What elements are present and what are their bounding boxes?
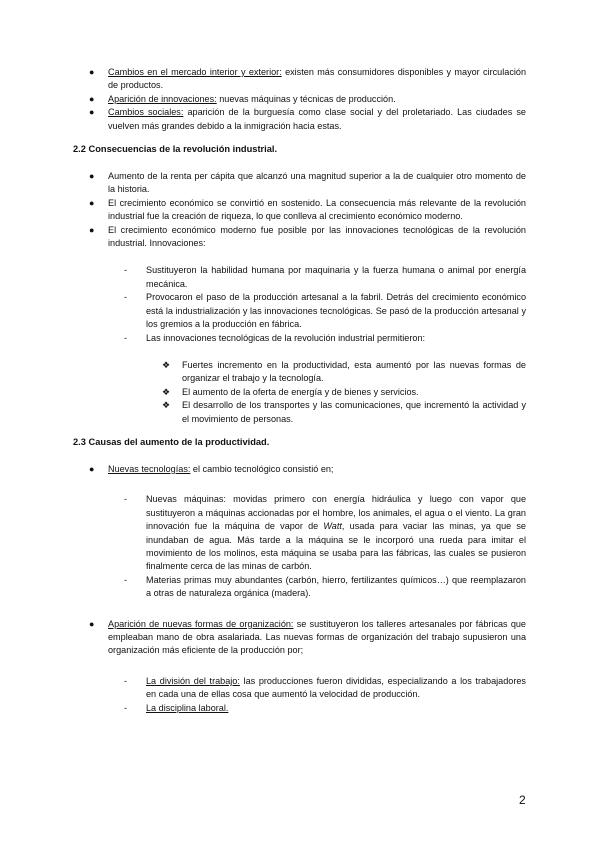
bullet-diamond-icon: ❖	[162, 400, 171, 411]
list-text-italic: Watt	[323, 521, 342, 532]
bullet-dash-icon: -	[124, 292, 128, 303]
list-text: , usada para vaciar las minas, ya que se inundaban de agua. Más tarde a la máquina se le incorporó una rueda para imitar el movimiento de los molinos, esta máquina se usaba para las fábricas, las cuales se pusieron finalmente cerca de las minas de carbón.	[146, 521, 526, 572]
list-text: El crecimiento económico se convirtió en sostenido. La consecuencia más relevante de la revolución industrial fue la creación de riqueza, lo que conlleva al crecimiento económico moderno.	[108, 197, 526, 222]
list-item	[124, 675, 526, 702]
bullet-dot-icon: ●	[89, 618, 95, 629]
list-item	[124, 493, 526, 573]
list-item	[89, 463, 526, 476]
list-item	[124, 264, 526, 291]
list-term: La disciplina laboral.	[146, 702, 229, 713]
bullet-dash-icon: -	[124, 494, 128, 505]
bullet-dot-icon: ●	[89, 224, 95, 235]
list-text: Las innovaciones tecnológicas de la revolución industrial permitieron:	[146, 332, 426, 343]
list-item	[124, 702, 526, 715]
list-text: Sustituyeron la habilidad humana por maquinaria y la fuerza humana o animal por energía mecánica.	[146, 265, 526, 289]
bullet-dash-icon: -	[124, 702, 128, 713]
list-term: Cambios en el mercado interior y exterior:	[108, 67, 282, 77]
page-content	[0, 66, 599, 715]
list-text: el cambio tecnológico consistió en;	[190, 463, 334, 474]
list-term: Aparición de innovaciones:	[108, 93, 217, 104]
section-heading: 2.2 Consecuencias de la revolución industrial.	[73, 144, 278, 155]
list-item	[124, 332, 526, 345]
list-text: El desarrollo de los transportes y las comunicaciones, que incrementó la actividad y el movimiento de personas.	[182, 400, 526, 424]
list-item	[89, 224, 526, 251]
list-text: Aumento de la renta per cápita que alcanzó una magnitud superior a la de cualquier otro momento de la historia.	[108, 171, 526, 195]
bullet-dot-icon: ●	[89, 67, 95, 77]
bullet-diamond-icon: ❖	[162, 359, 171, 370]
list-text: se sustituyeron los talleres artesanales por fábricas que empleaban mano de obra asalariada. Las nuevas formas de organización del trabajo supusieron una organización más eficiente de la producción por;	[108, 618, 526, 656]
list-text: Materias primas muy abundantes (carbón, hierro, fertilizantes químicos…) que reemplazaron a otras de naturaleza orgánica (madera).	[146, 574, 526, 599]
list-item	[89, 170, 526, 197]
list-text: Provocaron el paso de la producción artesanal a la fabril. Detrás del crecimiento económico está la industrialización y las innovaciones tecnológicas. Se pasó de la producción artesanal y los gremios a la producción en fábrica.	[146, 292, 526, 330]
bullet-dot-icon: ●	[89, 197, 95, 208]
bullet-diamond-icon: ❖	[162, 386, 171, 397]
list-text: aparición de la burguesía como clase social y del proletariado. Las ciudades se vuelven más grandes debido a la inmigración hacia estas.	[108, 107, 526, 131]
list-term: Cambios sociales:	[108, 107, 184, 118]
list-text: Fuertes incremento en la productividad, esta aumentó por las nuevas formas de organizar el trabajo y la tecnología.	[182, 359, 526, 384]
list-item	[162, 359, 526, 386]
list-term: Nuevas tecnologías:	[108, 463, 191, 474]
section-heading: 2.3 Causas del aumento de la productividad.	[73, 436, 270, 447]
list-term: La división del trabajo:	[146, 675, 240, 686]
list-item	[162, 399, 526, 426]
list-text: Nuevas máquinas: movidas primero con energía hidráulica y luego con vapor que sustituyeron a máquinas accionadas por el hombre, los animales, el agua o el viento. La gran innovación fue la máquina de vapor de	[146, 494, 526, 532]
list-item	[89, 106, 526, 133]
list-item	[124, 291, 526, 331]
list-text: El crecimiento económico moderno fue posible por las innovaciones tecnológicas de la revolución industrial. Innovaciones:	[108, 224, 526, 249]
list-term: Aparición de nuevas formas de organización:	[108, 618, 294, 629]
bullet-dot-icon: ●	[89, 171, 95, 182]
bullet-dash-icon: -	[124, 265, 128, 276]
list-text: El aumento de la oferta de energía y de bienes y servicios.	[182, 386, 419, 397]
list-item	[89, 197, 526, 224]
list-text: existen más consumidores disponibles y mayor circulación de productos.	[108, 67, 526, 91]
list-item	[89, 618, 526, 658]
bullet-dash-icon: -	[124, 675, 128, 686]
list-text: las producciones fueron divididas, especializando a los trabajadores en cada una de ellas cosa que aumentó la velocidad de producción.	[146, 675, 526, 700]
bullet-dash-icon: -	[124, 332, 128, 343]
page-number: 2	[519, 793, 526, 807]
list-item	[124, 574, 526, 601]
bullet-dot-icon: ●	[89, 107, 95, 118]
list-item	[162, 386, 526, 399]
list-item	[89, 66, 526, 93]
list-text: nuevas máquinas y técnicas de producción.	[216, 93, 396, 104]
bullet-dot-icon: ●	[89, 93, 95, 104]
bullet-dash-icon: -	[124, 574, 128, 585]
list-item	[89, 93, 526, 106]
bullet-dot-icon: ●	[89, 463, 95, 474]
